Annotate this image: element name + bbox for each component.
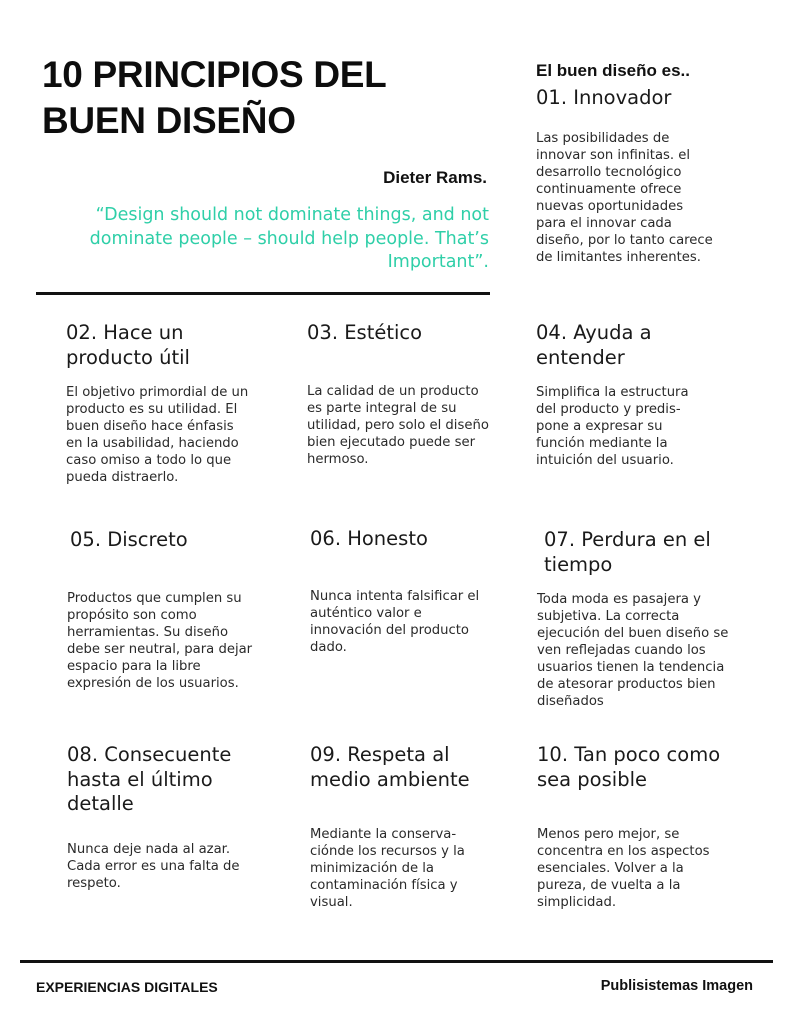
principle-heading: 04. Ayuda a entender (536, 321, 652, 369)
principle-heading: 09. Respeta al medio ambiente (310, 743, 470, 791)
footer-divider (20, 960, 773, 963)
principle-09 (310, 743, 510, 911)
principle-01 (536, 86, 766, 266)
header-divider (36, 292, 490, 295)
author-name: Dieter Rams. (383, 168, 487, 187)
principle-body: Nunca intenta falsificar el auténtico valor e innovación del producto dado. (310, 588, 480, 655)
title-line-2: BUEN DISEÑO (42, 100, 296, 141)
principle-10 (537, 743, 757, 911)
principle-body: Productos que cumplen su propósito son como herramientas. Su diseño debe ser neutral, para dejar espacio para la libre expresión de los usuarios. (67, 590, 253, 691)
principle-heading: 07. Perdura en el tiempo (544, 528, 711, 576)
principle-body: Simplifica la estructura del producto y predis-pone a expresar su función mediante la intuición del usuario. (536, 385, 689, 468)
principle-heading: 01. Innovador (536, 86, 672, 109)
principle-body: El objetivo primordial de un producto es su utilidad. El buen diseño hace énfasis en la usabilidad, haciendo caso omiso a todo lo que pueda distraerlo. (66, 385, 249, 485)
principle-heading: 03. Estético (307, 321, 423, 344)
page-title (42, 52, 482, 144)
principle-heading: 05. Discreto (70, 528, 188, 551)
principle-body: Las posibilidades de innovar son infinitas. el desarrollo tecnológico continuamente ofrece nuevas oportunidades para el innovar cada diseño, por lo tanto carece de limitantes inherentes. (536, 130, 713, 265)
principle-02 (66, 321, 266, 486)
principle-heading: 08. Consecuente hasta el último detalle (67, 743, 232, 815)
principle-body: Toda moda es pasajera y subjetiva. La correcta ejecución del buen diseño se ven reflejadas cuando los usuarios tienen la tendencia de atesorar productos bien diseñados (537, 592, 729, 709)
principle-body: Menos pero mejor, se concentra en los aspectos esenciales. Volver a la pureza, de vuelta a la simplicidad. (537, 827, 710, 910)
title-line-1: 10 PRINCIPIOS DEL (42, 54, 387, 95)
quote: “Design should not dominate things, and not dominate people – should help people. That’s Important”. (89, 205, 489, 272)
principle-08 (67, 743, 267, 892)
principle-05 (67, 528, 270, 692)
footer-right-label: Publisistemas Imagen (600, 978, 753, 994)
principle-04 (536, 321, 756, 469)
principle-body: La calidad de un producto es parte integral de su utilidad, pero solo el diseño bien ejecutado puede ser hermoso. (307, 383, 489, 467)
principle-03 (307, 321, 507, 468)
lead-in: El buen diseño es.. (536, 61, 690, 80)
principle-heading: 06. Honesto (310, 527, 428, 550)
principle-07 (537, 528, 764, 710)
principle-06 (310, 527, 510, 656)
principle-body: Mediante la conserva-ciónde los recursos y la minimización de la contaminación física y visual. (310, 827, 465, 910)
principle-heading: 02. Hace un producto útil (66, 321, 190, 369)
principle-heading: 10. Tan poco como sea posible (537, 743, 721, 791)
principle-body: Nunca deje nada al azar. Cada error es una falta de respeto. (67, 841, 240, 891)
footer-left-label: EXPERIENCIAS DIGITALES (36, 979, 218, 995)
